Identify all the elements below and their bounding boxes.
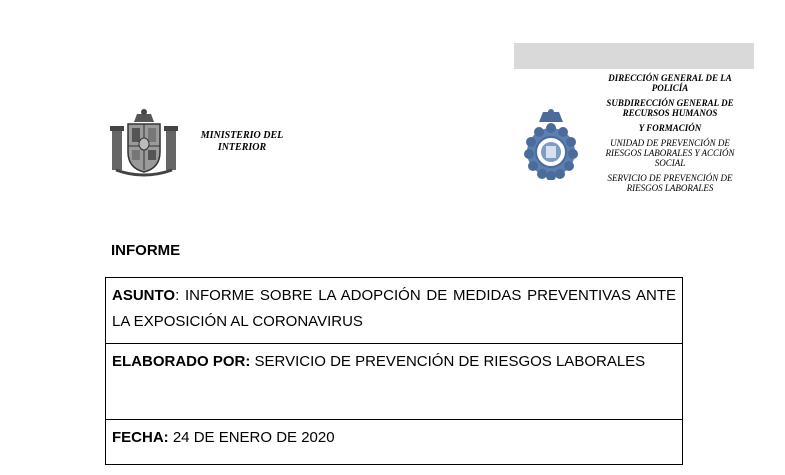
- fecha-box: [105, 419, 683, 465]
- dg-line-1: DIRECCIÓN GENERAL DE LA: [608, 73, 732, 83]
- sub-line-2: RECURSOS HUMANOS: [622, 108, 718, 118]
- fecha-value: 24 DE ENERO DE 2020: [168, 429, 335, 446]
- sub-line-3: Y FORMACIÓN: [638, 123, 702, 133]
- ministry-line-2: INTERIOR: [217, 142, 267, 153]
- service-line-2: RIESGOS LABORALES: [626, 183, 714, 193]
- asunto-value: : INFORME SOBRE LA ADOPCIÓN DE MEDIDAS PREVENTIVAS ANTE LA EXPOSICIÓN AL CORONAVIRUS: [112, 287, 676, 330]
- elaborado-value: SERVICIO DE PREVENCIÓN DE RIESGOS LABORALES: [250, 353, 646, 370]
- fecha-label: FECHA:: [112, 429, 169, 446]
- unit-line-3: SOCIAL: [654, 158, 686, 168]
- unit-line-1: UNIDAD DE PREVENCIÓN DE: [610, 138, 730, 148]
- police-department-block: [590, 73, 750, 193]
- elaborado-box: [105, 343, 683, 420]
- dg-line-2: POLICÍA: [651, 83, 689, 93]
- header-gray-band: [514, 43, 754, 69]
- asunto-label: ASUNTO: [112, 287, 176, 304]
- service-line-1: SERVICIO DE PREVENCIÓN DE: [607, 173, 733, 183]
- ministry-name: [188, 130, 296, 154]
- sub-line-1: SUBDIRECCIÓN GENERAL DE: [606, 98, 734, 108]
- ministry-line-1: MINISTERIO DEL: [200, 130, 284, 141]
- asunto-box: [105, 277, 683, 344]
- police-badge-icon: [523, 108, 579, 180]
- report-title: INFORME: [111, 242, 181, 259]
- unit-line-2: RIESGOS LABORALES Y ACCIÓN: [605, 148, 735, 158]
- elaborado-label: ELABORADO POR:: [112, 353, 251, 370]
- spain-coat-of-arms-icon: [110, 108, 178, 178]
